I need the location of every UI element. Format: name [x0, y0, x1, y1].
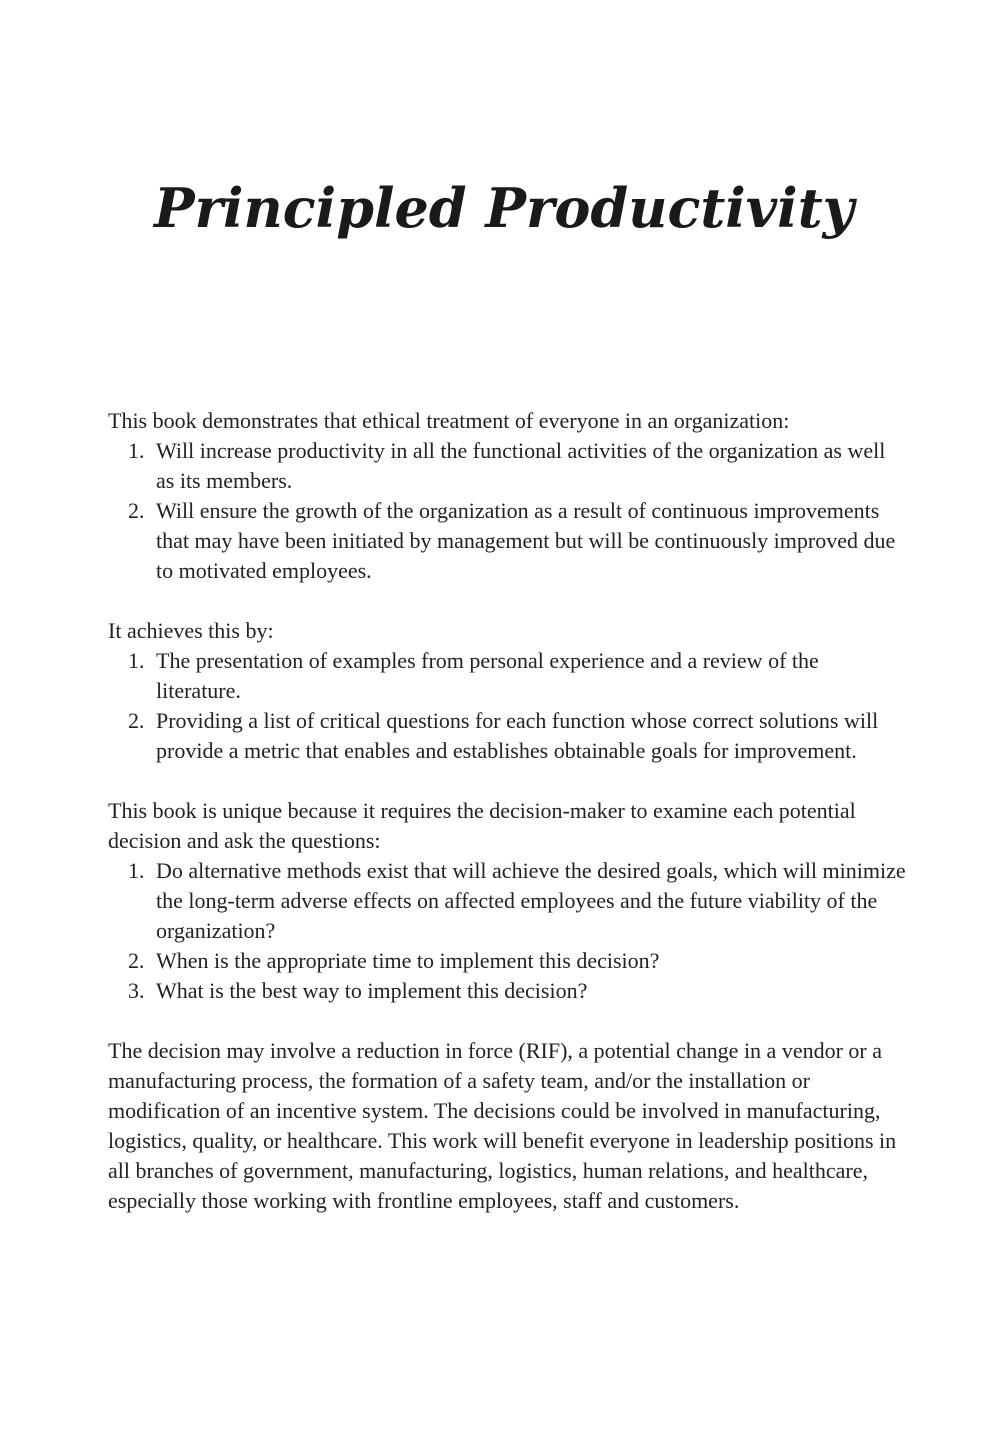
list-item-text: What is the best way to implement this decision? — [156, 978, 588, 1003]
numbered-list — [108, 646, 908, 766]
list-item-text: The presentation of examples from personal experience and a review of the literature. — [156, 648, 819, 703]
section-unique — [108, 796, 908, 1006]
closing-paragraph: The decision may involve a reduction in force (RIF), a potential change in a vendor or a manufacturing process, the formation of a safety team, and/or the installation or modification of an incentive system. The decisions could be involved in manufacturing, logistics, quality, or healthcare. This work will benefit everyone in leadership positions in all branches of government, manufacturing, logistics, human relations, and healthcare, especially those working with frontline employees, staff and customers. — [108, 1038, 897, 1213]
section-achieves — [108, 616, 908, 766]
body-text — [108, 406, 908, 1216]
list-item — [108, 856, 908, 946]
list-item-text: Will ensure the growth of the organization as a result of continuous improvements that may have been initiated by management but will be continuously improved due to motivated employees. — [156, 498, 896, 583]
list-item — [108, 946, 908, 976]
list-number: 2. — [128, 498, 145, 523]
section-ethical-treatment — [108, 406, 908, 586]
list-item-text: Do alternative methods exist that will achieve the desired goals, which will minimize the long-term adverse effects on affected employees and the future viability of the organization? — [156, 858, 906, 943]
section-intro: This book is unique because it requires the decision-maker to examine each potential decision and ask the questions: — [108, 798, 856, 853]
list-item — [108, 436, 908, 496]
section-intro: This book demonstrates that ethical treatment of everyone in an organization: — [108, 408, 790, 433]
numbered-list — [108, 856, 908, 1006]
list-item-text: Will increase productivity in all the functional activities of the organization as well as its members. — [156, 438, 886, 493]
page-title: Principled Productivity — [153, 176, 855, 240]
list-number: 2. — [128, 948, 145, 973]
list-item — [108, 496, 908, 586]
section-intro: It achieves this by: — [108, 618, 274, 643]
list-number: 3. — [128, 978, 145, 1003]
list-number: 2. — [128, 708, 145, 733]
list-item — [108, 646, 908, 706]
list-item — [108, 706, 908, 766]
list-item-text: Providing a list of critical questions for each function whose correct solutions will provide a metric that enables and establishes obtainable goals for improvement. — [156, 708, 879, 763]
list-item-text: When is the appropriate time to implement this decision? — [156, 948, 660, 973]
list-number: 1. — [128, 438, 145, 463]
list-number: 1. — [128, 858, 145, 883]
list-number: 1. — [128, 648, 145, 673]
numbered-list — [108, 436, 908, 586]
list-item — [108, 976, 908, 1006]
